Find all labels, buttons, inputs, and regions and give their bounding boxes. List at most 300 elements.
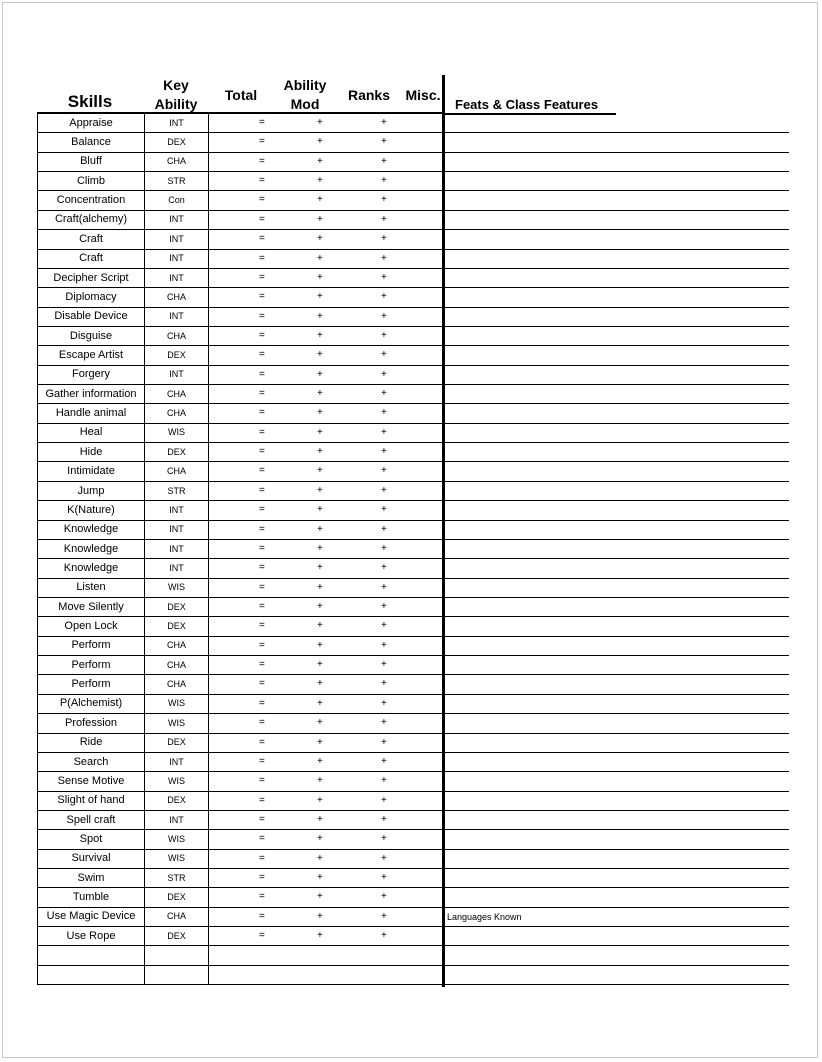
equals-sign: = — [259, 542, 265, 554]
skill-name: Craft — [38, 230, 145, 249]
plus-sign: + — [381, 600, 387, 612]
key-ability: Con — [145, 191, 209, 210]
plus-sign: + — [381, 717, 387, 729]
skill-calc-cell[interactable] — [209, 210, 444, 229]
ability-mod-heading-line2: Mod — [290, 96, 320, 112]
plus-sign: + — [317, 252, 323, 264]
key-ability: CHA — [145, 636, 209, 655]
equals-sign: = — [259, 852, 265, 864]
feats-cell[interactable] — [445, 152, 789, 171]
plus-sign: + — [317, 581, 323, 593]
skill-row — [38, 578, 444, 597]
equals-sign: = — [259, 233, 265, 245]
feats-cell[interactable] — [445, 114, 789, 133]
skill-row — [38, 191, 444, 210]
skill-calc-cell[interactable] — [209, 752, 444, 771]
skill-calc-cell[interactable] — [209, 152, 444, 171]
feats-cell[interactable] — [445, 830, 789, 849]
plus-sign: + — [317, 271, 323, 283]
key-ability: WIS — [145, 849, 209, 868]
skill-calc-cell[interactable] — [209, 249, 444, 268]
feats-cell[interactable] — [445, 365, 789, 384]
feats-row — [445, 830, 789, 849]
skill-row — [38, 791, 444, 810]
skill-calc-cell[interactable] — [209, 114, 444, 133]
equals-sign: = — [259, 581, 265, 593]
skill-row — [38, 597, 444, 616]
equals-sign: = — [259, 388, 265, 400]
key-ability: DEX — [145, 733, 209, 752]
feats-cell[interactable] — [445, 346, 789, 365]
equals-sign: = — [259, 271, 265, 283]
skill-calc-cell[interactable] — [209, 365, 444, 384]
skills-table — [37, 114, 443, 985]
skill-row — [38, 656, 444, 675]
equals-sign: = — [259, 833, 265, 845]
plus-sign: + — [317, 426, 323, 438]
plus-sign: + — [317, 542, 323, 554]
plus-sign: + — [381, 426, 387, 438]
skill-calc-cell[interactable] — [209, 326, 444, 345]
key-ability: INT — [145, 114, 209, 133]
equals-sign: = — [259, 484, 265, 496]
skill-calc-cell[interactable] — [209, 830, 444, 849]
plus-sign: + — [317, 213, 323, 225]
key-ability: DEX — [145, 791, 209, 810]
skill-calc-cell[interactable] — [209, 443, 444, 462]
feats-row — [445, 675, 789, 694]
skill-name: Listen — [38, 578, 145, 597]
key-ability-heading-line2: Ability — [154, 96, 198, 112]
feats-cell[interactable] — [445, 462, 789, 481]
skill-name: Intimidate — [38, 462, 145, 481]
plus-sign: + — [381, 155, 387, 167]
skill-calc-cell[interactable] — [209, 849, 444, 868]
plus-sign: + — [317, 620, 323, 632]
skill-row — [38, 946, 444, 965]
feats-cell[interactable] — [445, 888, 789, 907]
plus-sign: + — [317, 368, 323, 380]
equals-sign: = — [259, 872, 265, 884]
feats-row — [445, 772, 789, 791]
skill-calc-cell[interactable] — [209, 636, 444, 655]
key-ability: STR — [145, 481, 209, 500]
skill-row — [38, 365, 444, 384]
skill-row — [38, 907, 444, 926]
feats-cell[interactable] — [445, 385, 789, 404]
skill-row — [38, 752, 444, 771]
feats-cell[interactable] — [445, 656, 789, 675]
skill-name: Use Magic Device — [38, 907, 145, 926]
feats-cell[interactable] — [445, 636, 789, 655]
plus-sign: + — [317, 504, 323, 516]
skill-row — [38, 346, 444, 365]
skill-calc-cell[interactable] — [209, 462, 444, 481]
skill-row — [38, 559, 444, 578]
feats-row — [445, 268, 789, 287]
skill-name: K(Nature) — [38, 501, 145, 520]
key-ability: DEX — [145, 927, 209, 946]
feats-row — [445, 443, 789, 462]
feats-row — [445, 559, 789, 578]
feats-cell[interactable] — [445, 965, 789, 984]
feats-cell[interactable] — [445, 714, 789, 733]
skill-calc-cell[interactable] — [209, 772, 444, 791]
plus-sign: + — [317, 329, 323, 341]
plus-sign: + — [381, 639, 387, 651]
plus-sign: + — [317, 407, 323, 419]
skill-name: Knowledge — [38, 559, 145, 578]
key-ability — [145, 946, 209, 965]
key-ability-heading-line1: Key — [163, 77, 189, 93]
plus-sign: + — [317, 794, 323, 806]
skill-name: Jump — [38, 481, 145, 500]
feats-cell[interactable] — [445, 133, 789, 152]
skill-calc-cell[interactable] — [209, 346, 444, 365]
plus-sign: + — [381, 175, 387, 187]
plus-sign: + — [317, 775, 323, 787]
skill-calc-cell[interactable] — [209, 714, 444, 733]
skill-name: Swim — [38, 869, 145, 888]
feats-cell[interactable] — [445, 443, 789, 462]
skill-row — [38, 307, 444, 326]
skill-name: Disable Device — [38, 307, 145, 326]
plus-sign: + — [381, 678, 387, 690]
equals-sign: = — [259, 678, 265, 690]
key-ability: INT — [145, 752, 209, 771]
skill-row — [38, 694, 444, 713]
feats-cell[interactable] — [445, 520, 789, 539]
feats-row — [445, 694, 789, 713]
skill-name: Slight of hand — [38, 791, 145, 810]
skill-calc-cell[interactable] — [209, 481, 444, 500]
skill-row — [38, 481, 444, 500]
feats-row — [445, 888, 789, 907]
feats-cell[interactable] — [445, 191, 789, 210]
skill-calc-cell[interactable] — [209, 946, 444, 965]
key-ability: INT — [145, 520, 209, 539]
plus-sign: + — [317, 736, 323, 748]
plus-sign: + — [381, 388, 387, 400]
equals-sign: = — [259, 523, 265, 535]
skill-calc-cell[interactable] — [209, 423, 444, 442]
key-ability: CHA — [145, 288, 209, 307]
skill-calc-cell[interactable] — [209, 385, 444, 404]
key-ability: WIS — [145, 830, 209, 849]
feats-cell[interactable] — [445, 869, 789, 888]
equals-sign: = — [259, 717, 265, 729]
skill-name: Survival — [38, 849, 145, 868]
key-ability: STR — [145, 172, 209, 191]
skill-name: Gather information — [38, 385, 145, 404]
skill-calc-cell[interactable] — [209, 501, 444, 520]
feats-cell[interactable] — [445, 752, 789, 771]
feats-cell[interactable]: Languages Known — [445, 907, 789, 926]
equals-sign: = — [259, 659, 265, 671]
feats-cell[interactable] — [445, 501, 789, 520]
key-ability: WIS — [145, 423, 209, 442]
feats-cell[interactable] — [445, 288, 789, 307]
key-ability: DEX — [145, 597, 209, 616]
skill-calc-cell[interactable] — [209, 520, 444, 539]
skill-calc-cell[interactable] — [209, 597, 444, 616]
plus-sign: + — [317, 175, 323, 187]
plus-sign: + — [381, 446, 387, 458]
plus-sign: + — [381, 910, 387, 922]
skill-calc-cell[interactable] — [209, 927, 444, 946]
skill-row — [38, 501, 444, 520]
ranks-heading: Ranks — [347, 87, 391, 103]
equals-sign: = — [259, 794, 265, 806]
key-ability: INT — [145, 268, 209, 287]
skill-row — [38, 927, 444, 946]
feats-row — [445, 326, 789, 345]
skill-row — [38, 849, 444, 868]
equals-sign: = — [259, 600, 265, 612]
equals-sign: = — [259, 813, 265, 825]
skill-row — [38, 114, 444, 133]
key-ability: CHA — [145, 462, 209, 481]
skill-calc-cell[interactable] — [209, 191, 444, 210]
feats-row — [445, 462, 789, 481]
key-ability: INT — [145, 501, 209, 520]
skill-name: Balance — [38, 133, 145, 152]
plus-sign: + — [317, 891, 323, 903]
key-ability — [145, 965, 209, 984]
equals-sign: = — [259, 349, 265, 361]
plus-sign: + — [381, 833, 387, 845]
feats-row — [445, 869, 789, 888]
skill-name: Perform — [38, 656, 145, 675]
feats-row — [445, 539, 789, 558]
plus-sign: + — [381, 329, 387, 341]
feats-cell[interactable] — [445, 423, 789, 442]
plus-sign: + — [381, 891, 387, 903]
skill-name: Heal — [38, 423, 145, 442]
key-ability: INT — [145, 230, 209, 249]
feats-row — [445, 114, 789, 133]
feats-row — [445, 501, 789, 520]
skill-calc-cell[interactable] — [209, 907, 444, 926]
feats-cell[interactable] — [445, 694, 789, 713]
skill-name: Knowledge — [38, 539, 145, 558]
skill-row — [38, 288, 444, 307]
key-ability: DEX — [145, 443, 209, 462]
skill-row — [38, 152, 444, 171]
equals-sign: = — [259, 136, 265, 148]
feats-cell[interactable] — [445, 946, 789, 965]
plus-sign: + — [381, 930, 387, 942]
key-ability: INT — [145, 810, 209, 829]
key-ability: INT — [145, 210, 209, 229]
plus-sign: + — [381, 349, 387, 361]
plus-sign: + — [381, 465, 387, 477]
skill-calc-cell[interactable] — [209, 791, 444, 810]
skill-name: Handle animal — [38, 404, 145, 423]
skill-name: Profession — [38, 714, 145, 733]
skill-calc-cell[interactable] — [209, 675, 444, 694]
feats-row — [445, 307, 789, 326]
feats-row — [445, 191, 789, 210]
feats-cell[interactable] — [445, 249, 789, 268]
misc-heading: Misc. — [405, 87, 441, 103]
key-ability: DEX — [145, 617, 209, 636]
plus-sign: + — [381, 136, 387, 148]
plus-sign: + — [381, 813, 387, 825]
skill-name: Perform — [38, 675, 145, 694]
skill-name: Spell craft — [38, 810, 145, 829]
skill-calc-cell[interactable] — [209, 578, 444, 597]
skill-calc-cell[interactable] — [209, 694, 444, 713]
skill-calc-cell[interactable] — [209, 617, 444, 636]
plus-sign: + — [381, 271, 387, 283]
feats-row — [445, 791, 789, 810]
equals-sign: = — [259, 775, 265, 787]
plus-sign: + — [317, 291, 323, 303]
plus-sign: + — [381, 872, 387, 884]
key-ability: WIS — [145, 578, 209, 597]
skill-calc-cell[interactable] — [209, 230, 444, 249]
skill-name: Escape Artist — [38, 346, 145, 365]
skill-row — [38, 675, 444, 694]
equals-sign: = — [259, 446, 265, 458]
feats-row — [445, 520, 789, 539]
skill-calc-cell[interactable] — [209, 559, 444, 578]
key-ability: DEX — [145, 346, 209, 365]
plus-sign: + — [317, 659, 323, 671]
feats-table — [445, 114, 789, 985]
skill-row — [38, 268, 444, 287]
plus-sign: + — [317, 813, 323, 825]
feats-cell[interactable] — [445, 268, 789, 287]
feats-cell[interactable] — [445, 849, 789, 868]
skill-row — [38, 462, 444, 481]
feats-cell[interactable] — [445, 404, 789, 423]
skill-calc-cell[interactable] — [209, 288, 444, 307]
feats-row — [445, 133, 789, 152]
plus-sign: + — [317, 194, 323, 206]
skill-calc-cell[interactable] — [209, 307, 444, 326]
equals-sign: = — [259, 639, 265, 651]
equals-sign: = — [259, 252, 265, 264]
skill-row — [38, 965, 444, 984]
ability-mod-heading-line1: Ability — [283, 77, 327, 93]
feats-cell[interactable] — [445, 675, 789, 694]
plus-sign: + — [317, 833, 323, 845]
equals-sign: = — [259, 891, 265, 903]
feats-cell[interactable] — [445, 772, 789, 791]
feats-row — [445, 210, 789, 229]
skill-name: Craft(alchemy) — [38, 210, 145, 229]
skill-calc-cell[interactable] — [209, 869, 444, 888]
feats-cell[interactable] — [445, 481, 789, 500]
skill-calc-cell[interactable] — [209, 404, 444, 423]
plus-sign: + — [381, 523, 387, 535]
feats-cell[interactable] — [445, 791, 789, 810]
plus-sign: + — [317, 310, 323, 322]
skill-calc-cell[interactable] — [209, 888, 444, 907]
feats-cell[interactable] — [445, 307, 789, 326]
equals-sign: = — [259, 194, 265, 206]
key-ability: CHA — [145, 675, 209, 694]
feats-cell[interactable] — [445, 172, 789, 191]
skill-row — [38, 888, 444, 907]
equals-sign: = — [259, 368, 265, 380]
feats-cell[interactable] — [445, 810, 789, 829]
feats-row — [445, 965, 789, 984]
key-ability-heading — [144, 76, 208, 114]
plus-sign: + — [381, 407, 387, 419]
feats-cell[interactable] — [445, 539, 789, 558]
feats-row — [445, 636, 789, 655]
skill-name: Sense Motive — [38, 772, 145, 791]
skill-calc-cell[interactable] — [209, 268, 444, 287]
feats-row — [445, 849, 789, 868]
key-ability: CHA — [145, 404, 209, 423]
plus-sign: + — [317, 678, 323, 690]
skill-name: Move Silently — [38, 597, 145, 616]
feats-cell[interactable] — [445, 230, 789, 249]
skill-calc-cell[interactable] — [209, 810, 444, 829]
skill-calc-cell[interactable] — [209, 133, 444, 152]
skill-calc-cell[interactable] — [209, 172, 444, 191]
feats-row — [445, 752, 789, 771]
feats-row — [445, 385, 789, 404]
feats-heading: Feats & Class Features — [455, 97, 599, 112]
feats-cell[interactable] — [445, 326, 789, 345]
plus-sign: + — [381, 755, 387, 767]
plus-sign: + — [317, 852, 323, 864]
feats-row — [445, 249, 789, 268]
plus-sign: + — [381, 852, 387, 864]
skill-calc-cell[interactable] — [209, 733, 444, 752]
feats-cell[interactable] — [445, 927, 789, 946]
feats-cell[interactable] — [445, 578, 789, 597]
feats-cell[interactable] — [445, 559, 789, 578]
skill-row — [38, 423, 444, 442]
key-ability: CHA — [145, 656, 209, 675]
equals-sign: = — [259, 175, 265, 187]
feats-row — [445, 481, 789, 500]
key-ability: INT — [145, 365, 209, 384]
feats-cell[interactable] — [445, 210, 789, 229]
plus-sign: + — [381, 562, 387, 574]
skill-calc-cell[interactable] — [209, 656, 444, 675]
feats-row — [445, 733, 789, 752]
equals-sign: = — [259, 562, 265, 574]
feats-cell[interactable] — [445, 733, 789, 752]
equals-sign: = — [259, 291, 265, 303]
key-ability: INT — [145, 307, 209, 326]
equals-sign: = — [259, 117, 265, 128]
equals-sign: = — [259, 310, 265, 322]
equals-sign: = — [259, 426, 265, 438]
skill-row — [38, 249, 444, 268]
equals-sign: = — [259, 755, 265, 767]
skill-name: Knowledge — [38, 520, 145, 539]
equals-sign: = — [259, 697, 265, 709]
plus-sign: + — [381, 117, 387, 128]
plus-sign: + — [317, 755, 323, 767]
skill-calc-cell[interactable] — [209, 539, 444, 558]
key-ability: WIS — [145, 772, 209, 791]
feats-cell[interactable] — [445, 617, 789, 636]
plus-sign: + — [381, 504, 387, 516]
key-ability: STR — [145, 869, 209, 888]
skill-calc-cell[interactable] — [209, 965, 444, 984]
feats-cell[interactable] — [445, 597, 789, 616]
plus-sign: + — [317, 484, 323, 496]
